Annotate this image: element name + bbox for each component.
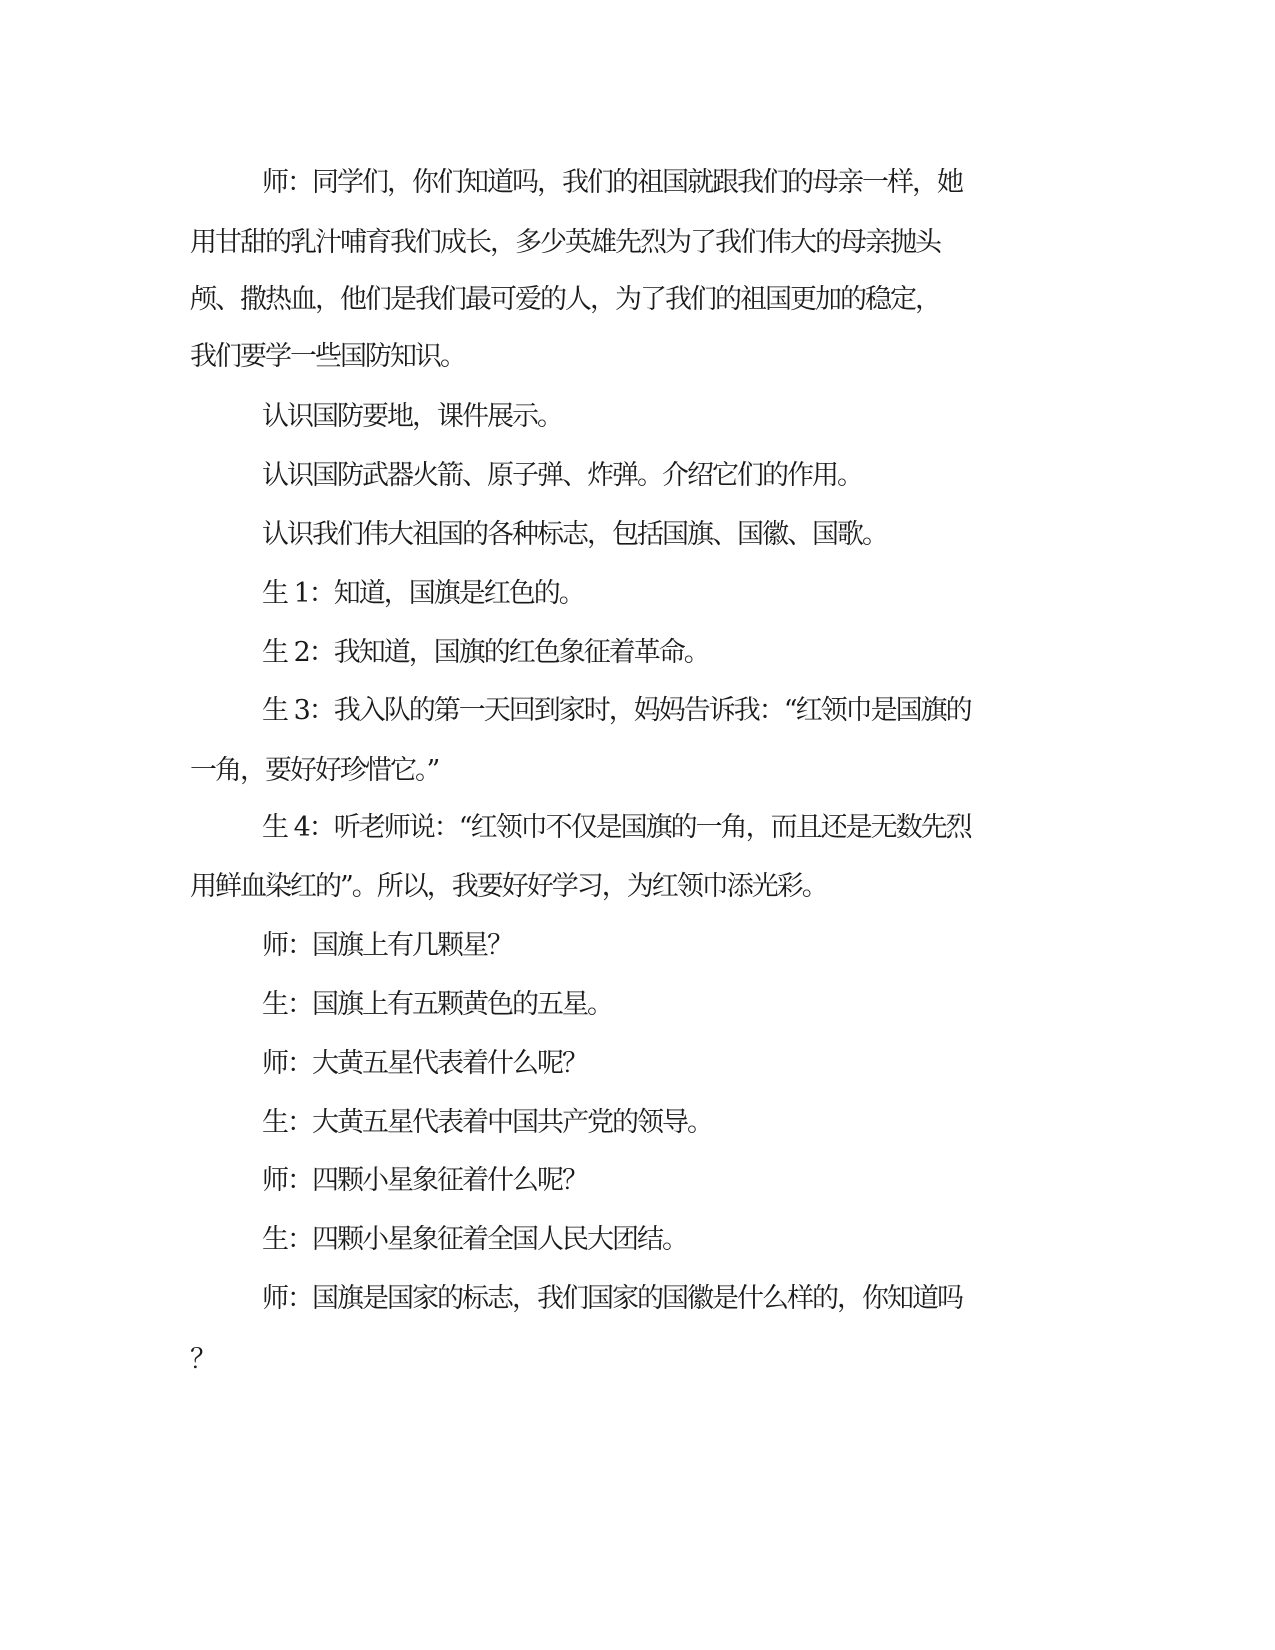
paragraph: 生 2：我知道，国旗的红色象征着革命。 xyxy=(262,637,709,668)
paragraph: 生：四颗小星象征着全国人民大团结。 xyxy=(262,1224,687,1255)
paragraph: 认识国防要地，课件展示。 xyxy=(262,401,562,432)
text-line: 颅、撒热血，他们是我们最可爱的人，为了我们的祖国更加的稳定， xyxy=(190,284,940,315)
text-line: 用甘甜的乳汁哺育我们成长，多少英雄先烈为了我们伟大的母亲抛头 xyxy=(190,227,940,258)
paragraph: 认识国防武器火箭、原子弹、炸弹。介绍它们的作用。 xyxy=(262,460,862,491)
paragraph: 生：大黄五星代表着中国共产党的领导。 xyxy=(262,1107,712,1138)
text-line: 生 3：我入队的第一天回到家时，妈妈告诉我：“红领巾是国旗的 xyxy=(262,695,971,726)
text-line: 我们要学一些国防知识。 xyxy=(190,341,465,372)
text-line: 师：国旗是国家的标志，我们国家的国徽是什么样的，你知道吗 xyxy=(262,1283,962,1314)
text-line: 一角，要好好珍惜它。” xyxy=(190,755,439,786)
text-line: 用鲜血染红的”。所以，我要好好学习，为红领巾添光彩。 xyxy=(190,871,827,902)
paragraph: 师：国旗上有几颗星？ xyxy=(262,930,512,961)
paragraph: 认识我们伟大祖国的各种标志，包括国旗、国徽、国歌。 xyxy=(262,519,887,550)
paragraph: 师：四颗小星象征着什么呢？ xyxy=(262,1165,587,1196)
paragraph: 生 1：知道，国旗是红色的。 xyxy=(262,578,584,609)
text-line: 生 4：听老师说：“红领巾不仅是国旗的一角，而且还是无数先烈 xyxy=(262,812,971,843)
text-line: 师：同学们，你们知道吗，我们的祖国就跟我们的母亲一样，她 xyxy=(262,167,962,198)
text-line: ？ xyxy=(190,1344,215,1375)
paragraph: 师：大黄五星代表着什么呢？ xyxy=(262,1048,587,1079)
paragraph: 生：国旗上有五颗黄色的五星。 xyxy=(262,989,612,1020)
